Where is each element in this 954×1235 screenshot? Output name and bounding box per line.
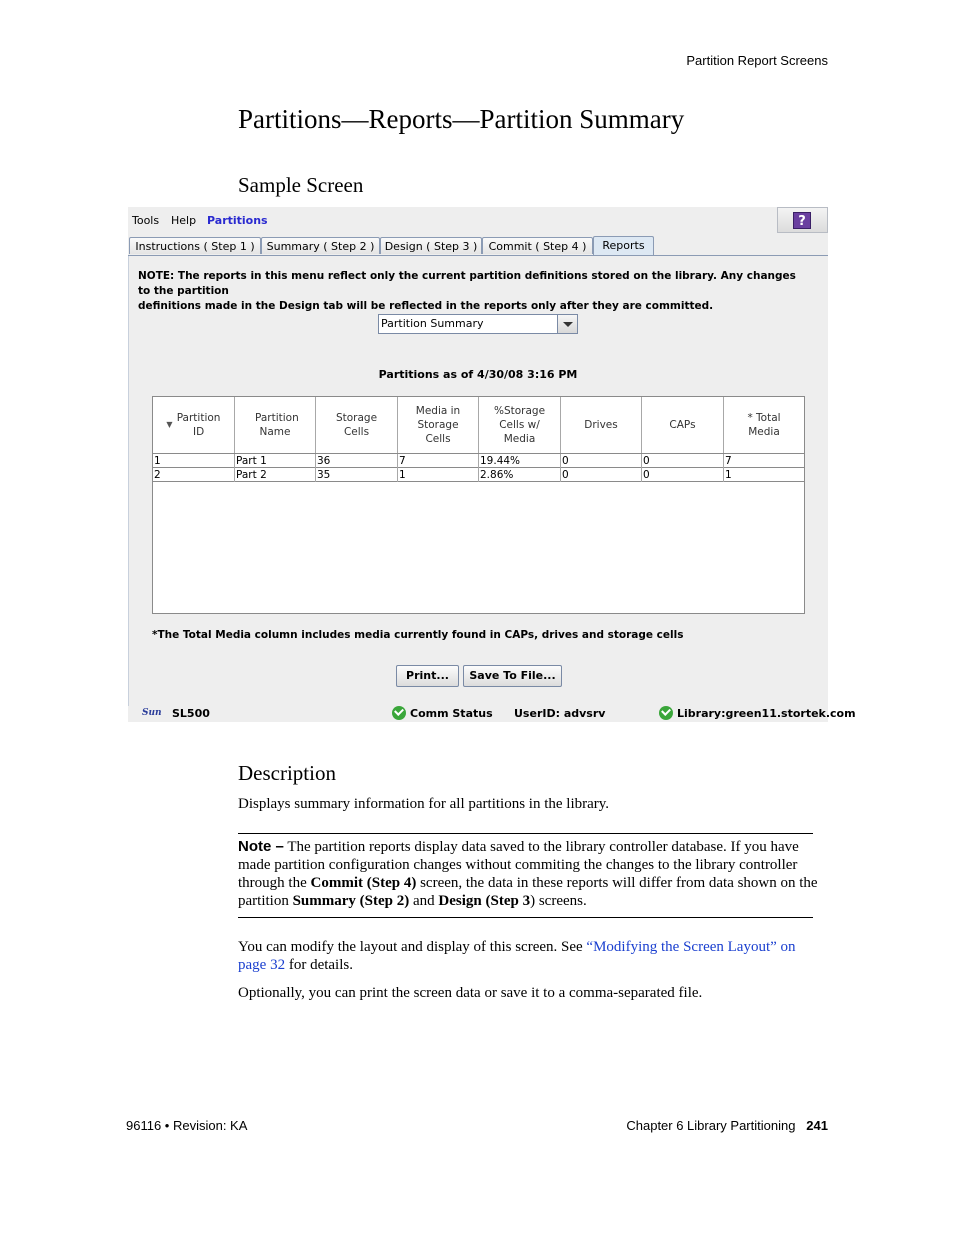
menu-tools[interactable]: Tools (132, 214, 160, 227)
column-header-media-in-storage[interactable]: Media in Storage Cells (398, 397, 479, 453)
column-header-caps[interactable]: CAPs (642, 397, 724, 453)
cell-storage-cells: 36 (316, 454, 398, 468)
footer-document-id: 96116 • Revision: KA (126, 1118, 248, 1133)
save-to-file-button[interactable]: Save To File... (463, 665, 562, 687)
check-icon (392, 706, 406, 720)
cell-storage-with-media: 19.44% (479, 454, 561, 468)
tab-instructions[interactable]: Instructions ( Step 1 ) (129, 237, 261, 254)
footer-chapter: Chapter 6 Library Partitioning 241 (626, 1118, 828, 1133)
help-button[interactable] (777, 207, 828, 233)
menu-partitions[interactable]: Partitions (207, 214, 268, 227)
cell-partition-id: 1 (153, 454, 235, 468)
status-bar (128, 706, 856, 722)
reports-note (138, 269, 808, 314)
column-header-storage-cells[interactable]: Storage Cells (316, 397, 398, 453)
tab-design[interactable]: Design ( Step 3 ) (380, 237, 482, 254)
description-text: Displays summary information for all partitions in the library. (238, 796, 610, 812)
modify-layout-link[interactable]: “Modifying the Screen Layout” on page 32 (238, 939, 796, 973)
description-heading: Description (238, 761, 336, 785)
cell-total-media: 1 (725, 469, 732, 481)
cell-total-media: 7 (725, 455, 732, 467)
running-header: Partition Report Screens (686, 53, 828, 68)
reports-note-line-2: definitions made in the Design tab will be reflected in the reports only after they are committed. (138, 300, 714, 312)
product-name: SL500 (172, 707, 210, 720)
user-id: UserID: advsrv (514, 707, 606, 720)
partition-summary-table (152, 396, 805, 614)
page-title: Partitions—Reports—Partition Summary (238, 104, 685, 134)
cell-drives: 0 (561, 454, 642, 468)
tab-strip (128, 236, 828, 256)
print-button[interactable]: Print... (396, 665, 459, 687)
tab-reports[interactable]: Reports (593, 236, 654, 255)
reports-note-line-1: NOTE: The reports in this menu reflect only the current partition definitions stored on the library. Any changes to the partition (138, 270, 796, 297)
cell-partition-name: Part 1 (235, 454, 316, 468)
cell-media-in-storage: 7 (398, 454, 479, 468)
cell-caps: 0 (642, 454, 724, 468)
report-type-select[interactable] (378, 314, 578, 334)
cell-media-in-storage: 1 (398, 468, 479, 482)
comm-status: Comm Status (410, 707, 493, 720)
note-block: Note – The partition reports display data saved to the library controller database. If you have made partition configuration changes without commiting the changes to the library controller through the Commit (Step 4) screen, the data in these reports will differ from data shown on the partition Summary (Step 2) and Design (Step 3) screens. (238, 838, 818, 909)
cell-caps: 0 (642, 468, 724, 482)
cell-storage-cells: 35 (316, 468, 398, 482)
sample-screen-heading: Sample Screen (238, 173, 364, 197)
sun-logo: Sun (142, 708, 162, 718)
check-icon (659, 706, 673, 720)
tab-commit[interactable]: Commit ( Step 4 ) (482, 237, 593, 254)
total-media-footnote: *The Total Media column includes media currently found in CAPs, drives and storage cells (152, 629, 684, 641)
menu-help[interactable]: Help (171, 214, 197, 227)
menu-bar (128, 207, 828, 235)
note-divider-bottom (238, 917, 813, 918)
help-icon: ? (793, 212, 811, 229)
page-number: 241 (806, 1118, 828, 1133)
sample-screenshot (128, 207, 856, 722)
chevron-down-icon[interactable] (557, 315, 577, 333)
column-header-storage-with-media[interactable]: %Storage Cells w/ Media (479, 397, 561, 453)
cell-drives: 0 (561, 468, 642, 482)
column-header-partition-name[interactable]: Partition Name (235, 397, 316, 453)
optional-paragraph: Optionally, you can print the screen data or save it to a comma-separated file. (238, 985, 703, 1001)
cell-partition-id: 2 (153, 468, 235, 482)
partitions-timestamp: Partitions as of 4/30/08 3:16 PM (378, 368, 578, 381)
cell-storage-with-media: 2.86% (479, 468, 561, 482)
column-header-partition-id[interactable]: ▼ Partition ID (153, 397, 235, 453)
cell-partition-name: Part 2 (235, 468, 316, 482)
sort-descending-icon: ▼ (166, 420, 173, 429)
column-header-total-media[interactable]: * Total Media (747, 412, 781, 438)
modify-layout-paragraph: You can modify the layout and display of this screen. See “Modifying the Screen Layout” on page 32 for details. (238, 939, 796, 973)
tab-summary[interactable]: Summary ( Step 2 ) (261, 237, 380, 254)
report-type-value: Partition Summary (381, 317, 484, 330)
note-divider-top (238, 833, 813, 834)
library-name: Library:green11.stortek.com (677, 707, 856, 720)
column-header-drives[interactable]: Drives (561, 397, 642, 453)
note-label: Note – (238, 838, 284, 855)
